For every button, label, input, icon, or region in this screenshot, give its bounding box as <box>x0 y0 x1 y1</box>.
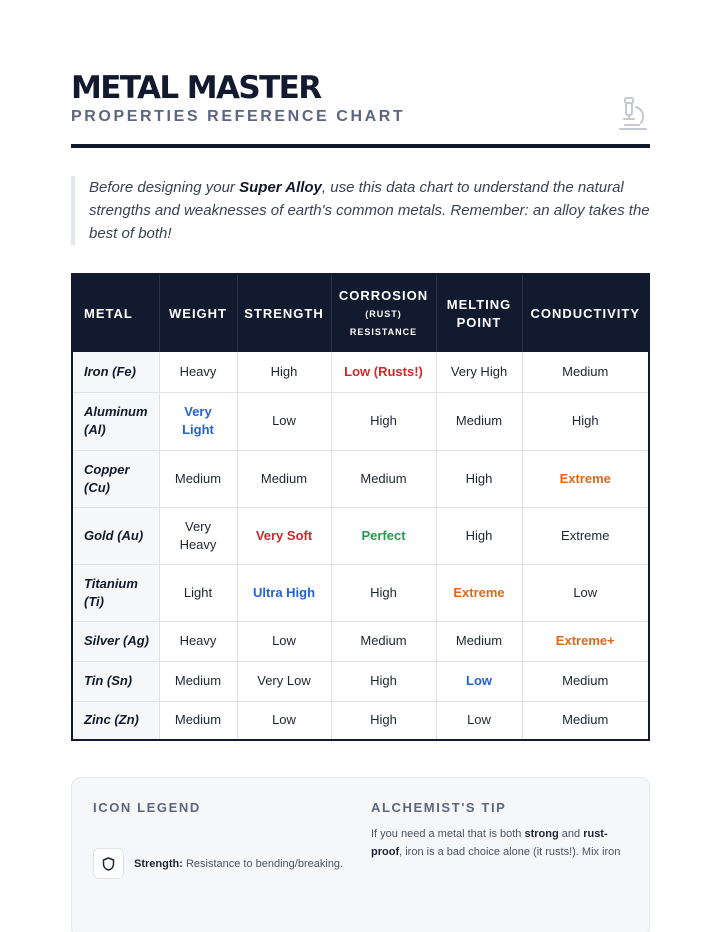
table-row <box>72 621 649 661</box>
tip-bold-rustproof: rust-proof <box>371 828 608 858</box>
page-title: METAL MASTER <box>71 70 321 106</box>
shield-icon <box>93 848 124 879</box>
melting-cell: Extreme <box>436 564 522 621</box>
alchemist-tip-section <box>371 800 633 861</box>
conductivity-cell: Extreme <box>522 450 649 507</box>
metal-name-cell: Zinc (Zn) <box>72 701 159 740</box>
icon-legend-section <box>93 800 344 870</box>
corrosion-header-main: CORROSION <box>338 287 429 303</box>
legend-item-strength <box>93 848 363 879</box>
melting-cell: Medium <box>436 621 522 661</box>
weight-cell: Heavy <box>159 621 237 661</box>
metal-name-cell: Tin (Sn) <box>72 661 159 701</box>
weight-cell: Heavy <box>159 352 237 392</box>
tip-heading: ALCHEMIST'S TIP <box>371 800 507 815</box>
weight-cell-text: Very Light <box>182 404 214 437</box>
table-row <box>72 450 649 507</box>
conductivity-cell: Medium <box>522 352 649 392</box>
tip-text <box>371 825 633 861</box>
tip-text-3: , iron is a bad choice alone (it rusts!). Mix iron <box>399 846 621 858</box>
intro-text-start: Before designing your <box>89 179 240 196</box>
tip-text-2: and <box>558 828 584 840</box>
weight-cell: Light <box>159 564 237 621</box>
weight-cell: Medium <box>159 701 237 740</box>
melting-cell: Medium <box>436 392 522 450</box>
conductivity-cell: Extreme+ <box>522 621 649 661</box>
table-row <box>72 507 649 564</box>
melting-cell: High <box>436 450 522 507</box>
conductivity-cell: Extreme <box>522 507 649 564</box>
properties-table <box>71 273 650 741</box>
strength-cell: Low <box>237 392 331 450</box>
icon-legend-heading: ICON LEGEND <box>93 800 201 815</box>
corrosion-cell: High <box>331 564 436 621</box>
conductivity-cell: High <box>522 392 649 450</box>
legend-item-label: Strength: <box>134 857 183 870</box>
corrosion-cell: High <box>331 392 436 450</box>
table-header-row <box>72 274 649 352</box>
melting-cell: High <box>436 507 522 564</box>
col-header-conductivity: CONDUCTIVITY <box>522 274 649 352</box>
page-header <box>71 70 650 148</box>
melting-cell: Low <box>436 661 522 701</box>
col-header-corrosion <box>331 274 436 352</box>
weight-cell <box>159 507 237 564</box>
strength-cell: Low <box>237 701 331 740</box>
corrosion-cell: Perfect <box>331 507 436 564</box>
tip-text-1: If you need a metal that is both <box>371 828 525 840</box>
table-row <box>72 661 649 701</box>
melting-cell: Very High <box>436 352 522 392</box>
col-header-weight: WEIGHT <box>159 274 237 352</box>
strength-cell: Low <box>237 621 331 661</box>
melting-header-line1: MELTING <box>446 296 512 312</box>
header-divider <box>71 144 650 148</box>
metal-name-cell: Copper (Cu) <box>72 450 159 507</box>
col-header-melting <box>436 274 522 352</box>
weight-cell: Medium <box>159 661 237 701</box>
corrosion-cell: High <box>331 701 436 740</box>
metal-name-cell: Iron (Fe) <box>72 352 159 392</box>
strength-cell: Very Low <box>237 661 331 701</box>
corrosion-cell: Medium <box>331 450 436 507</box>
metal-name-cell: Gold (Au) <box>72 507 159 564</box>
conductivity-cell: Medium <box>522 661 649 701</box>
table-row <box>72 564 649 621</box>
conductivity-cell: Medium <box>562 712 609 728</box>
melting-cell: Low <box>436 701 522 740</box>
corrosion-header-sub2: RESISTANCE <box>349 326 418 337</box>
microscope-icon <box>616 96 650 132</box>
table-row <box>72 701 649 740</box>
strength-cell: High <box>237 352 331 392</box>
legend-panel <box>71 777 650 932</box>
col-header-metal: METAL <box>72 274 159 352</box>
tip-bold-strong: strong <box>524 828 559 840</box>
weight-cell: Medium <box>159 450 237 507</box>
melting-header-line2: POINT <box>456 314 502 330</box>
conductivity-cell: Low <box>522 564 649 621</box>
col-header-strength: STRENGTH <box>237 274 331 352</box>
strength-cell: Ultra High <box>237 564 331 621</box>
legend-item-description: Resistance to bending/breaking. <box>182 857 344 870</box>
intro-emphasis: Super Alloy <box>239 179 322 196</box>
table-row <box>72 352 649 392</box>
table-row <box>72 392 649 450</box>
corrosion-header-sub1: (RUST) <box>365 308 402 319</box>
metal-name-cell: Silver (Ag) <box>72 621 159 661</box>
corrosion-cell: High <box>331 661 436 701</box>
strength-cell: Very Soft <box>237 507 331 564</box>
strength-cell: Medium <box>237 450 331 507</box>
weight-cell <box>159 392 237 450</box>
intro-text-end: , use this data chart to understand the natural strengths and weaknesses of earth's common metals. Remember: an alloy takes the best of both! <box>89 179 650 242</box>
metal-name-cell: Titanium (Ti) <box>72 564 159 621</box>
weight-cell-text: Very Heavy <box>179 518 217 552</box>
legend-item-text <box>134 858 343 870</box>
page-subtitle: PROPERTIES REFERENCE CHART <box>71 108 406 125</box>
intro-blockquote <box>71 176 651 245</box>
metal-name-cell: Aluminum (Al) <box>72 392 159 450</box>
corrosion-cell: Low (Rusts!) <box>331 352 436 392</box>
corrosion-cell: Medium <box>331 621 436 661</box>
